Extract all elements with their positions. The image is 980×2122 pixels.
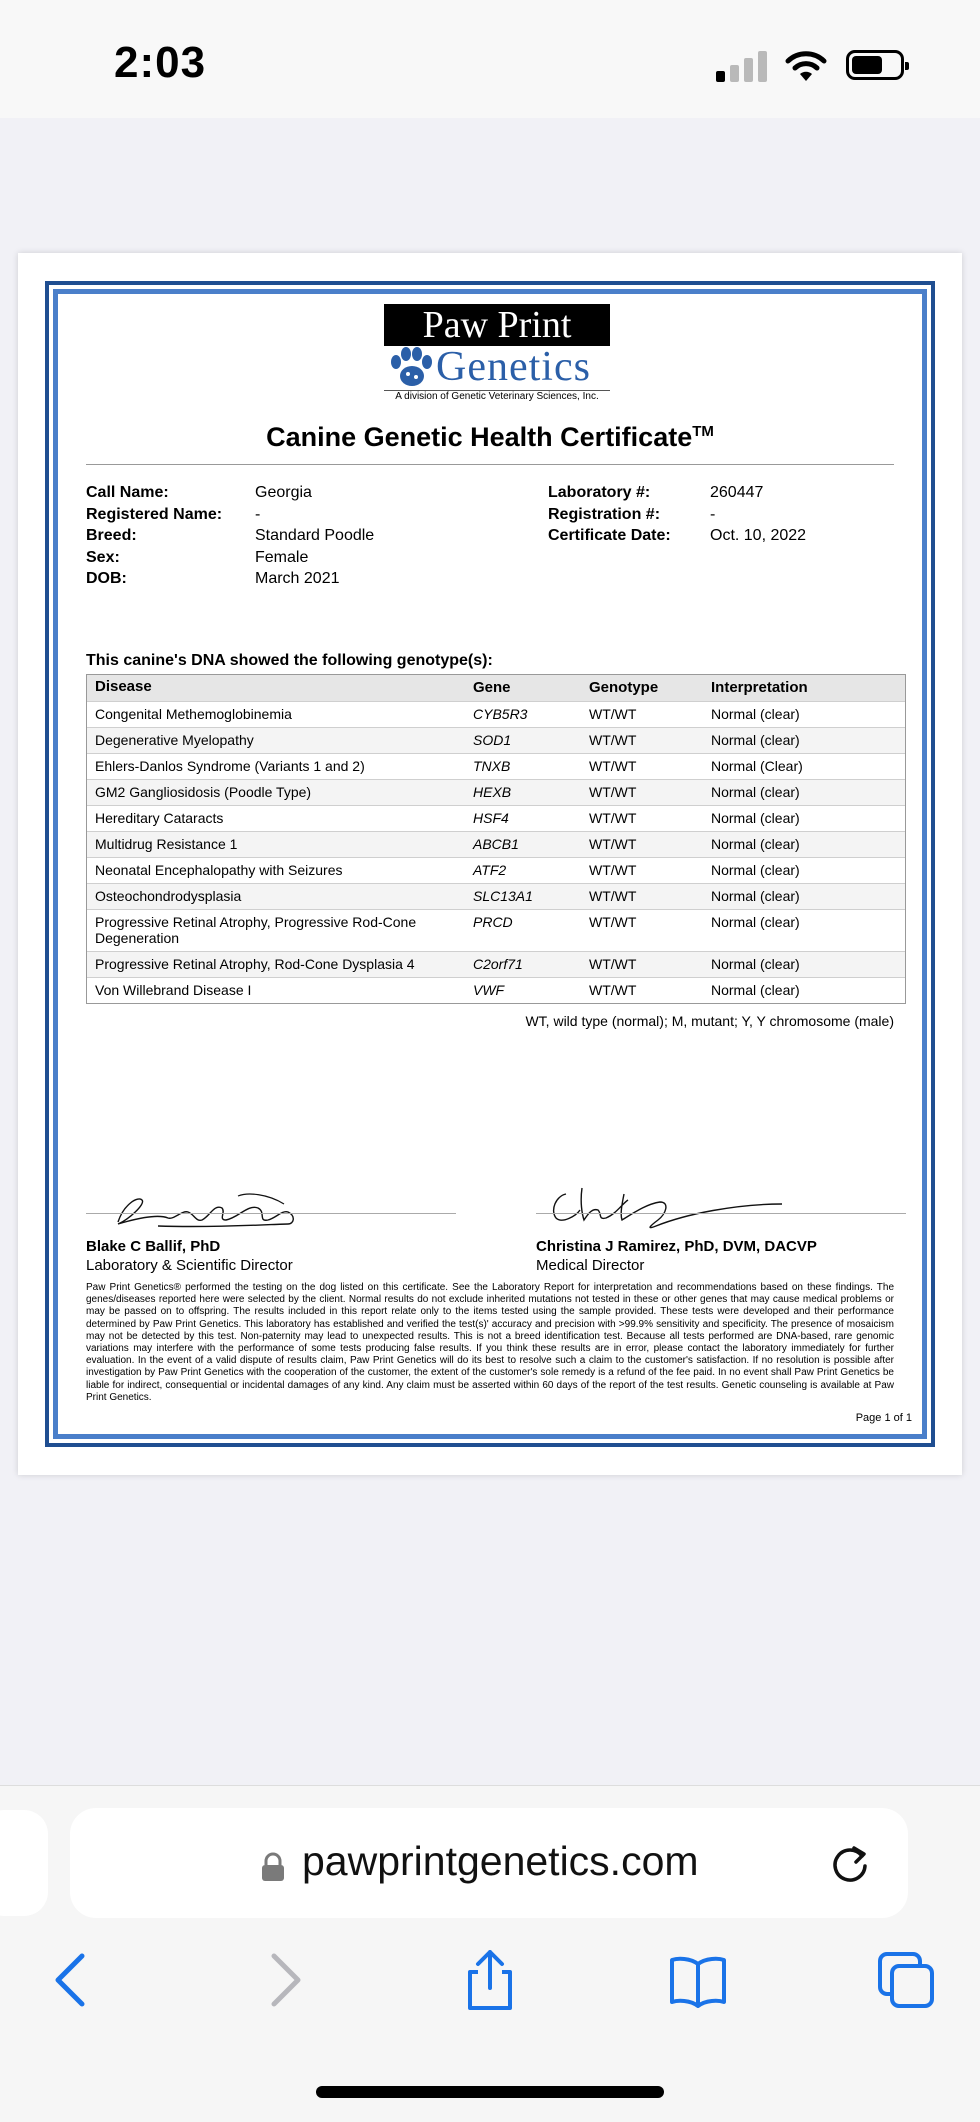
cell-gene: CYB5R3: [473, 706, 528, 722]
cell-genotype: WT/WT: [589, 732, 637, 748]
dog-info-left: [86, 482, 506, 592]
cellular-signal-icon: [716, 50, 770, 82]
table-row: [87, 883, 905, 909]
cell-genotype: WT/WT: [589, 758, 637, 774]
cell-interpretation: Normal (clear): [711, 982, 800, 998]
cell-interpretation: Normal (clear): [711, 862, 800, 878]
certificate-title: [58, 422, 922, 453]
genotype-heading: This canine's DNA showed the following genotype(s):: [86, 652, 493, 669]
info-value-certificate-date: Oct. 10, 2022: [710, 527, 807, 544]
info-value-dob: March 2021: [255, 570, 340, 587]
table-row: [87, 977, 905, 1003]
share-icon[interactable]: [460, 1950, 520, 2010]
reload-icon[interactable]: [828, 1842, 872, 1886]
cell-genotype: WT/WT: [589, 706, 637, 722]
table-row: [87, 753, 905, 779]
table-row: [87, 805, 905, 831]
cell-interpretation: Normal (clear): [711, 956, 800, 972]
battery-icon: [846, 50, 904, 80]
table-row: [87, 951, 905, 977]
back-icon[interactable]: [42, 1950, 102, 2010]
info-label: Registered Name:: [86, 505, 223, 523]
status-time: 2:03: [114, 38, 207, 87]
cell-interpretation: Normal (clear): [711, 706, 800, 722]
info-value-breed: Standard Poodle: [255, 527, 375, 544]
signatory-role: Medical Director: [536, 1257, 645, 1274]
disclaimer-text: Paw Print Genetics® performed the testing on the dog listed on this certificate. See the Laboratory Report for interpretation and recommendations based on these findings. The genes/diseases reported here were selected by the client. Normal results do not exclude inherited mutations not tested in these or other genes that may cause medical problems or may be passed on to offspring. The results included in this report relate only to the items tested using the sample provided. These tests were developed and their performance determined by Paw Print Genetics. This laboratory has established and verified the test(s)' accuracy and precision with >99.9% sensitivity and specificity. The presence of mosaicism may not be detected by this test. Non-paternity may lead to unexpected results. This is not a breed identification test. Because all tests performed are DNA-based, rare genomic variations may interfere with the performance of some tests producing false results. If you think these results are in error, please contact the laboratory immediately for further evaluation. In the event of a valid dispute of results claim, Paw Print Genetics will do its best to resolve such a claim to the customer's satisfaction. If no resolution is possible after investigation by Paw Print Genetics with the cooperation of the customer, the extent of the customer's sole remedy is a refund of the fee paid. In no event shall Paw Print Genetics be liable for indirect, consequential or incidental damages of any kind. Any claim must be asserted within 60 days of the report of the test results. Genetic counseling is available at Paw Print Genetics.: [86, 1282, 894, 1403]
paw-print-genetics-logo: [384, 304, 610, 402]
signature-line: [536, 1213, 906, 1214]
cell-gene: HEXB: [473, 784, 512, 800]
column-header-gene: Gene: [473, 679, 511, 696]
genotype-table: [86, 674, 906, 1004]
signature-ballif: [98, 1174, 338, 1234]
signature-ramirez: [536, 1174, 796, 1234]
title-divider: [86, 464, 894, 465]
lock-icon: [260, 1852, 286, 1882]
home-indicator[interactable]: [316, 2086, 664, 2098]
cell-genotype: WT/WT: [589, 888, 637, 904]
info-value-registration-number: -: [710, 505, 716, 523]
cell-gene: SOD1: [473, 732, 512, 748]
info-value-call-name: Georgia: [255, 484, 312, 501]
info-label: DOB:: [86, 570, 127, 587]
cell-interpretation: Normal (clear): [711, 732, 800, 748]
cell-disease: Congenital Methemoglobinemia: [95, 706, 292, 722]
column-header-interpretation: Interpretation: [711, 679, 808, 696]
info-value-laboratory-number: 260447: [710, 484, 764, 501]
cell-disease: Degenerative Myelopathy: [95, 732, 254, 748]
info-value-sex: Female: [255, 548, 309, 566]
info-label: Call Name:: [86, 484, 169, 501]
paw-icon: [386, 344, 436, 390]
info-value-registered-name: -: [255, 505, 261, 523]
cell-interpretation: Normal (clear): [711, 784, 800, 800]
address-bar[interactable]: [70, 1808, 908, 1918]
cell-interpretation: Normal (Clear): [711, 758, 803, 774]
cell-gene: ATF2: [473, 862, 507, 878]
cell-gene: TNXB: [473, 758, 511, 774]
status-bar: [0, 0, 980, 118]
cell-disease: Osteochondrodysplasia: [95, 888, 242, 904]
signatory-name: Blake C Ballif, PhD: [86, 1238, 221, 1255]
logo-line2: Genetics: [436, 344, 591, 390]
cell-interpretation: Normal (clear): [711, 810, 800, 826]
cell-interpretation: Normal (clear): [711, 888, 800, 904]
forward-icon[interactable]: [254, 1950, 314, 2010]
cell-genotype: WT/WT: [589, 862, 637, 878]
cell-genotype: WT/WT: [589, 784, 637, 800]
table-row: [87, 701, 905, 727]
signature-line: [86, 1213, 456, 1214]
cell-disease: Ehlers-Danlos Syndrome (Variants 1 and 2): [95, 758, 365, 774]
cell-interpretation: Normal (clear): [711, 836, 800, 852]
cell-genotype: WT/WT: [589, 914, 637, 930]
cell-gene: VWF: [473, 982, 505, 998]
cell-disease: Von Willebrand Disease I: [95, 982, 252, 998]
info-label: Sex:: [86, 548, 120, 566]
info-label: Laboratory #:: [548, 484, 651, 501]
cell-genotype: WT/WT: [589, 982, 637, 998]
url-text[interactable]: pawprintgenetics.com: [302, 1838, 699, 1884]
cell-gene: ABCB1: [473, 836, 519, 852]
table-row: [87, 909, 905, 951]
cell-gene: C2orf71: [473, 956, 523, 972]
cell-disease: Progressive Retinal Atrophy, Progressive Rod-Cone Degeneration: [95, 914, 417, 946]
table-row: [87, 779, 905, 805]
certificate-title-text: Canine Genetic Health Certificate: [266, 422, 693, 452]
cell-gene: PRCD: [473, 914, 513, 930]
bookmarks-icon[interactable]: [668, 1950, 728, 2010]
tabs-icon[interactable]: [876, 1950, 936, 2010]
wifi-icon: [784, 48, 828, 84]
previous-tab-preview[interactable]: [0, 1810, 48, 1916]
table-row: [87, 831, 905, 857]
info-label: Certificate Date:: [548, 527, 671, 544]
genotype-legend: WT, wild type (normal); M, mutant; Y, Y chromosome (male): [525, 1013, 894, 1029]
certificate: [58, 294, 922, 1434]
table-header-row: [87, 675, 905, 701]
logo-line1: Paw Print: [384, 304, 610, 346]
certificate-border: [45, 281, 935, 1447]
page-number: Page 1 of 1: [855, 1412, 912, 1424]
column-header-disease: Disease: [95, 678, 152, 695]
pdf-page[interactable]: [18, 253, 962, 1475]
trademark-mark: TM: [692, 423, 714, 440]
cell-genotype: WT/WT: [589, 810, 637, 826]
cell-gene: HSF4: [473, 810, 509, 826]
cell-disease: GM2 Gangliosidosis (Poodle Type): [95, 784, 312, 800]
cell-gene: SLC13A1: [473, 888, 533, 904]
info-label: Registration #:: [548, 505, 661, 523]
info-label: Breed:: [86, 527, 137, 544]
cell-disease: Multidrug Resistance 1: [95, 836, 238, 852]
table-row: [87, 727, 905, 753]
table-row: [87, 857, 905, 883]
column-header-genotype: Genotype: [589, 679, 659, 696]
cell-disease: Progressive Retinal Atrophy, Rod-Cone Dysplasia 4: [95, 956, 415, 972]
signatory-role: Laboratory & Scientific Director: [86, 1257, 293, 1274]
cell-genotype: WT/WT: [589, 956, 637, 972]
logo-tagline: A division of Genetic Veterinary Sciences, Inc.: [384, 390, 610, 403]
cell-disease: Neonatal Encephalopathy with Seizures: [95, 862, 343, 878]
cell-genotype: WT/WT: [589, 836, 637, 852]
dog-info-right: [548, 482, 908, 552]
cell-disease: Hereditary Cataracts: [95, 810, 224, 826]
cell-interpretation: Normal (clear): [711, 914, 800, 930]
signatory-name: Christina J Ramirez, PhD, DVM, DACVP: [536, 1238, 817, 1255]
